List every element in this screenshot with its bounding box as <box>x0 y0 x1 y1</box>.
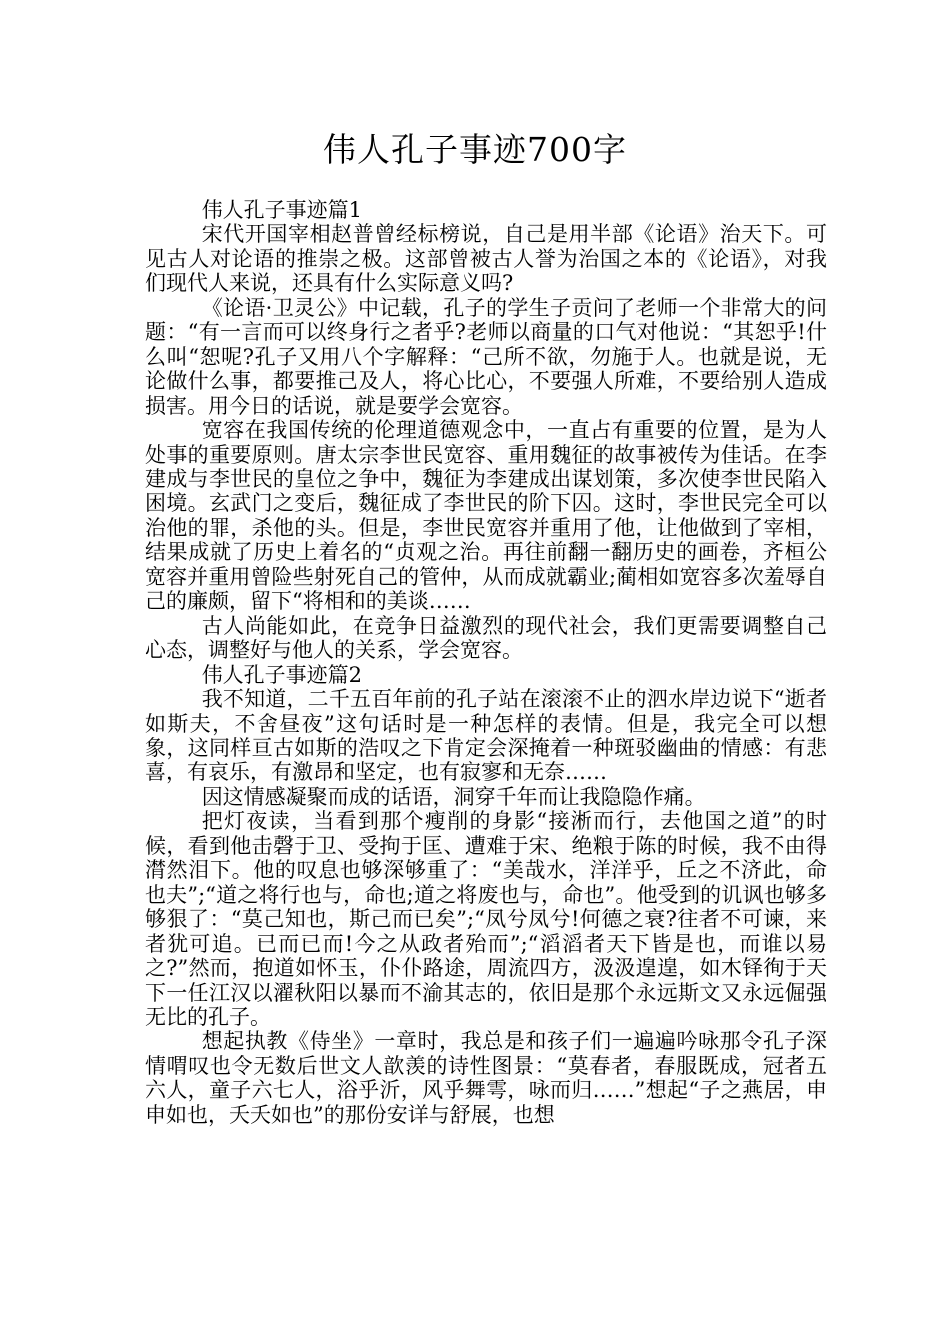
paragraph: 我不知道，二千五百年前的孔子站在滚滚不止的泗水岸边说下“逝者如斯夫，不舍昼夜”这句话时是一种怎样的表情。但是，我完全可以想象，这同样亘古如斯的浩叹之下肯定会深掩着一种斑驳幽曲的情感：有悲喜，有哀乐，有激昂和坚定，也有寂寥和无奈…… <box>145 687 827 785</box>
paragraph: 把灯夜读，当看到那个瘦削的身影“接淅而行，去他国之道”的时候，看到他击磬于卫、受拘于匡、遭难于宋、绝粮于陈的时候，我不由得潸然泪下。他的叹息也够深够重了：“美哉水，洋洋乎，丘之不济此，命也夫”;“道之将行也与，命也;道之将废也与，命也”。他受到的讥讽也够多够狠了：“莫己知也，斯己而已矣”;“凤兮凤兮!何德之衰?往者不可谏，来者犹可追。已而已而!今之从政者殆而”;“滔滔者天下皆是也，而谁以易之?”然而，抱道如怀玉，仆仆路途，周流四方，汲汲遑遑，如木铎徇于天下一任江汉以濯秋阳以暴而不渝其志的，依旧是那个永远斯文又永远倔强无比的孔子。 <box>145 809 827 1029</box>
section-heading-1: 伟人孔子事迹篇1 <box>201 198 363 222</box>
paragraph: 《论语·卫灵公》中记载，孔子的学生子贡问了老师一个非常大的问题：“有一言而可以终身行之者乎?老师以商量的口气对他说：“其恕乎!什么叫“恕呢?孔子又用八个字解释：“己所不欲，勿施于人。也就是说，无论做什么事，都要推己及人，将心比心，不要强人所难，不要给别人造成损害。用今日的话说，就是要学会宽容。 <box>145 295 827 418</box>
document-body <box>145 198 827 1127</box>
paragraph: 宽容在我国传统的伦理道德观念中，一直占有重要的位置，是为人处事的重要原则。唐太宗李世民宽容、重用魏征的故事被传为佳话。在李建成与李世民的皇位之争中，魏征为李建成出谋划策，多次使李世民陷入困境。玄武门之变后，魏征成了李世民的阶下囚。这时，李世民完全可以治他的罪，杀他的头。但是，李世民宽容并重用了他，让他做到了宰相，结果成就了历史上着名的“贞观之治。再往前翻一翻历史的画卷，齐桓公宽容并重用曾险些射死自己的管仲，从而成就霸业;蔺相如宽容多次羞辱自己的廉颇，留下“将相和的美谈…… <box>145 418 827 614</box>
document-title: 伟人孔子事迹700字 <box>323 130 627 169</box>
paragraph: 想起执教《侍坐》一章时，我总是和孩子们一遍遍吟咏那令孔子深情喟叹也令无数后世文人歆羡的诗性图景：“莫春者，春服既成，冠者五六人，童子六七人，浴乎沂，风乎舞雩，咏而归……”想起“子之燕居，申申如也，夭夭如也”的那份安详与舒展，也想 <box>145 1029 827 1127</box>
paragraph: 宋代开国宰相赵普曾经标榜说，自己是用半部《论语》治天下。可见古人对论语的推崇之极。这部曾被古人誉为治国之本的《论语》，对我们现代人来说，还具有什么实际意义吗? <box>145 222 827 296</box>
section-heading-2: 伟人孔子事迹篇2 <box>201 662 363 687</box>
paragraph: 因这情感凝聚而成的话语，洞穿千年而让我隐隐作痛。 <box>201 784 706 809</box>
paragraph: 古人尚能如此，在竞争日益激烈的现代社会，我们更需要调整自己心态，调整好与他人的关系，学会宽容。 <box>145 613 827 663</box>
